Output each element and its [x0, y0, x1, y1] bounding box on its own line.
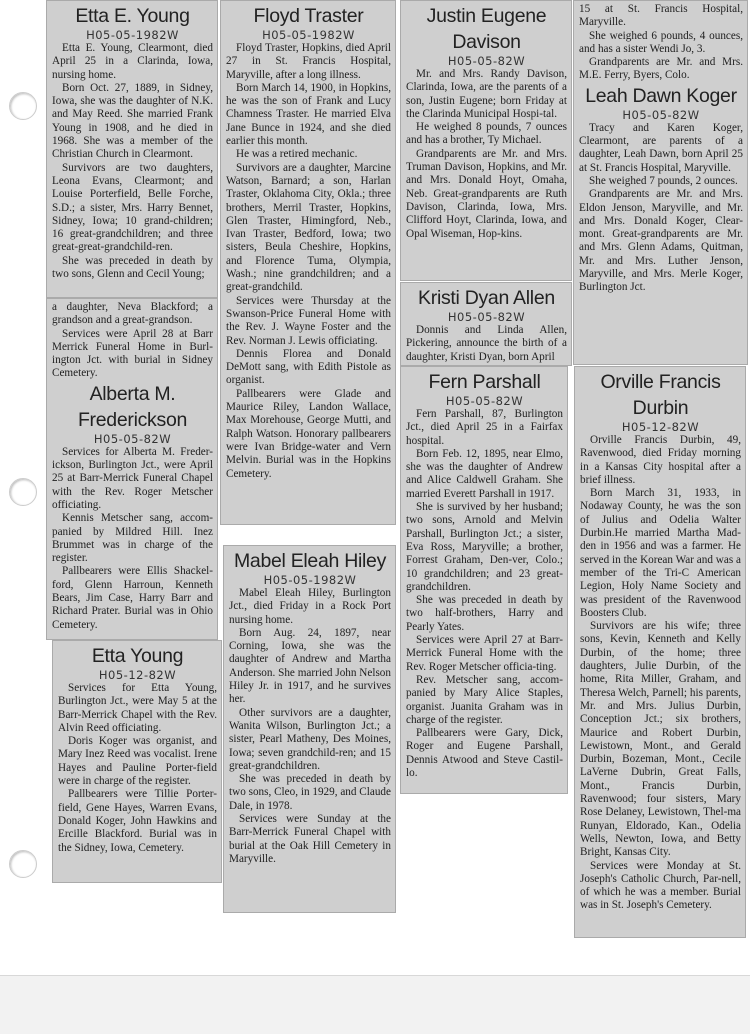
obituary-etta-young: [52, 640, 222, 883]
handwritten-date-note: H05-05-1982W: [86, 28, 179, 42]
paragraph: Etta E. Young, Clearmont, died April 25 in a Clarinda, Iowa, nursing home.: [52, 42, 213, 81]
scanner-bed-edge: [0, 975, 750, 1034]
obituary-alberta-m-frederickson: [46, 298, 218, 640]
paragraph: She weighed 6 pounds, 4 ounces, and has a sister Wendi Jo, 3.: [579, 29, 743, 55]
handwritten-date-note: H05-05-82W: [447, 310, 526, 324]
obituary-etta-e-young: [46, 0, 218, 298]
paragraph: Other survivors are a daughter, Wanita Wilson, Burlington Jct.; a sister, Pearl Matheny, Des Moines, Iowa; seven grandchild-ren; and 15 great-grandchildren.: [229, 706, 391, 772]
birth-justin-eugene-davison: [400, 0, 572, 281]
obituary-floyd-traster: [220, 0, 396, 525]
paragraph: Born Aug. 24, 1897, near Corning, Iowa, she was the daughter of Andrew and Martha Anderson. She married John Nelson Hiley Jr. in 1917, and he survives her.: [229, 626, 391, 706]
paragraph: Rev. Metscher sang, accom-panied by Mary Alice Staples, organist. Juanita Graham was in charge of the register.: [406, 673, 563, 726]
paragraph: Grandparents are Mr. and Mrs. M.E. Ferry, Byers, Colo.: [579, 56, 743, 82]
paragraph: Orville Francis Durbin, 49, Ravenwood, died Friday morning in a Kansas City hospital after a brief illness.: [580, 434, 741, 486]
headline: Kristi Dyan Allen: [418, 287, 555, 309]
headline: Alberta M. Frederickson: [77, 382, 188, 431]
paragraph: Services were Thursday at the Swanson-Price Funeral Home with the Rev. J. Wayne Foster and the Rev. Norman J. Lewis officiating.: [226, 294, 391, 347]
paragraph: Born March 31, 1933, in Nodaway County, he was the son of Julius and Odelia Walter Durbin.He married Martha Mad-den in 1956 and was a farmer. He served in the Korean War and was a member of the Tri-C American Legion, Holy Name Society and was president of the Ravenwood Boosters Club.: [580, 487, 741, 619]
headline: Floyd Traster: [253, 5, 364, 27]
headline: Orville Francis Durbin: [600, 371, 721, 419]
handwritten-date-note: H05-05-82W: [93, 431, 172, 446]
paragraph: Floyd Traster, Hopkins, died April 27 in St. Francis Hospital, Maryville, after a long illness.: [226, 42, 391, 81]
obituary-orville-francis-durbin: [574, 366, 746, 938]
paragraph: Donnis and Linda Allen, Pickering, announce the birth of a daughter, Kristi Dyan, born April: [406, 324, 567, 363]
paragraph: Services for Alberta M. Freder-ickson, Burlington Jct., were April 25 at Barr-Merrick Funeral Chapel with the Rev. Roger Metscher officiating.: [52, 445, 213, 511]
headline: Etta Young: [91, 645, 184, 667]
headline: Fern Parshall: [428, 371, 541, 393]
handwritten-date-note: H05-05-82W: [622, 107, 700, 122]
punch-hole: [9, 850, 37, 878]
paragraph: Services for Etta Young, Burlington Jct., were May 5 at the Barr-Merrick Chapel with the Rev. Alvin Reed officiating.: [58, 682, 217, 734]
paragraph: She weighed 7 pounds, 2 ounces.: [589, 174, 738, 187]
paragraph: Born Oct. 27, 1889, in Sidney, Iowa, she was the daughter of N.K. and May Reed. She married Frank Young in 1908, and he died in 1968. She was a member of the Christian Church in Clearmont.: [52, 81, 213, 161]
paragraph: She was preceded in death by two sons, Cleo, in 1929, and Claude Dale, in 1978.: [229, 773, 391, 812]
headline: Justin Eugene Davison: [426, 5, 547, 53]
paragraph: Dennis Florea and Donald DeMott sang, with Edith Pistole as organist.: [226, 347, 391, 387]
paragraph: Services were Monday at St. Joseph's Catholic Church, Par-nell, of which he was a member. Burial was in St. Joseph's Cemetery.: [580, 859, 741, 912]
handwritten-date-note: H05-12-82W: [98, 668, 177, 682]
paragraph: Born March 14, 1900, in Hopkins, he was the son of Frank and Lucy Chamness Traster. He married Elva Jane Bunce in 1924, and she died earlier this month.: [226, 81, 391, 148]
paragraph: Mr. and Mrs. Randy Davison, Clarinda, Iowa, are the parents of a son, Justin Eugene; born Friday at the Clarinda Municipal Hospi-tal.: [406, 68, 567, 120]
punch-hole: [9, 478, 37, 506]
paragraph: Grandparents are Mr. and Mrs. Eldon Jenson, Maryville, and Mr. and Mrs. Donald Koger, Clear-mont. Great-grandparents are Mr. and Mrs. Glenn Adams, Quitman, Mr. and Mrs. Luther Jenson, Maryville, and Mrs. Merle Koger, Burlington Jct.: [579, 188, 743, 294]
paragraph: Survivors are a daughter, Marcine Watson, Barnard; a son, Harlan Traster, Oklahoma City, Okla.; three brothers, Merril Traster, Hopkins, Glen Traster, Himingford, Neb., Ivan Traster, Bedford, Iowa; two sisters, Beula Cheshire, Hopkins, and Florence Tuma, Olympia, Wash.; nine grandchildren; and a great-grandchild.: [226, 161, 391, 294]
paragraph: Pallbearers were Glade and Maurice Riley, Landon Wallace, Max Morehouse, George Mutti, and Ralph Watson. Honorary pallbearers were Ivan Bridge-water and Vern Melvin. Burial was in the Hopkins Cemetery.: [226, 387, 391, 480]
paragraph: Services were Sunday at the Barr-Merrick Funeral Chapel with burial at the Oak Hill Cemetery in Maryville.: [229, 813, 391, 865]
paragraph: He weighed 8 pounds, 7 ounces and has a brother, Ty Michael.: [406, 121, 567, 147]
paragraph: Services were April 27 at Barr-Merrick Funeral Home with the Rev. Roger Metscher officia-ting.: [406, 634, 563, 673]
paragraph: Tracy and Karen Koger, Clearmont, are parents of a daughter, Leah Dawn, born April 25 at St. Francis Hospital, Maryville.: [579, 121, 743, 174]
paragraph: 15 at St. Francis Hospital, Maryville.: [579, 3, 743, 29]
paragraph: She is survived by her husband; two sons, Arnold and Melvin Parshall, Burlington Jct.; a sister, Eva Ross, Maryville; a brother, Forrest Graham, Den-ver, Colo.; 10 grandchildren; and 23 great-grandchildren.: [406, 501, 563, 593]
paragraph: Mabel Eleah Hiley, Burlington Jct., died Friday in a Rock Port nursing home.: [229, 587, 391, 626]
paragraph: Fern Parshall, 87, Burlington Jct., died April 25 in a Fairfax hospital.: [406, 408, 563, 447]
punch-hole: [9, 92, 37, 120]
paragraph: She was preceded in death by two sons, Glenn and Cecil Young;: [52, 254, 213, 281]
paragraph: Born Feb. 12, 1895, near Elmo, she was the daughter of Andrew and Alice Caldwell Graham. She married Everett Parshall in 1917.: [406, 447, 563, 500]
obituary-fern-parshall: [400, 366, 568, 794]
paragraph: Doris Koger was organist, and Mary Inez Reed was vocalist. Irene Hayes and Pauline Porter-field were in charge of the register.: [58, 735, 217, 788]
paragraph: Pallbearers were Ellis Shackel-ford, Glenn Harroun, Kenneth Bears, Jim Case, Harry Barr and Richard Prater. Burial was in Ohio Cemetery.: [52, 565, 213, 631]
handwritten-date-note: H05-05-1982W: [262, 28, 355, 42]
obituary-mabel-eleah-hiley: [223, 545, 396, 913]
paragraph: Grandparents are Mr. and Mrs. Truman Davison, Hopkins, and Mr. and Mrs. Donald Hoyt, Omaha, Neb. Great-grandparents are Ruth Davison, Clarinda, Iowa, Mrs. Clifford Hoyt, Clarinda, Iowa, and Opal Wiseman, Hop-kins.: [406, 147, 567, 240]
paragraph: She was preceded in death by two half-brothers, Harry and Pearly Yates.: [406, 594, 563, 633]
headline: Etta E. Young: [75, 5, 190, 27]
birth-leah-dawn-koger: [573, 0, 748, 365]
paragraph: Survivors are his wife; three sons, Kevin, Kenneth and Kelly Durbin, of the home; three daughters, Julie Durbin, of the home, Rita Miller, Graham, and Theresa Welch, Parnell; his parents, Mr. and Mrs. Julius Durbin, Conception Jct.; six brothers, Maurice and Robert Durbin, Lewistown, Mont., and Gerald Durbin, Bozeman, Mont., Cecile LaVerne Dubrin, Great Falls, Mont., Francis Durbin, Ravenwood; four sisters, Mary Rose Delaney, Lewistown, Thel-ma Runyan, Eldorado, Kan., Odelia Wells, Newton, Iowa, and Betty Bright, Kansas City.: [580, 620, 741, 859]
birth-kristi-dyan-allen: [400, 282, 572, 366]
handwritten-date-note: H05-12-82W: [621, 420, 700, 434]
paragraph: Kennis Metscher sang, accom-panied by Mildred Hill. Inez Brummet was in charge of the register.: [52, 512, 213, 565]
headline: Mabel Eleah Hiley: [233, 550, 387, 572]
paragraph: Survivors are two daughters, Leona Evans, Clearmont; and Louise Porterfield, Belle Forche, S.D.; a sister, Mrs. Harry Bennet, Sidney, Iowa; 10 grand-children; 16 great-grandchildren; and three great-great-grandchild-ren.: [52, 161, 213, 254]
handwritten-date-note: H05-05-82W: [445, 394, 524, 408]
paragraph: Pallbearers were Tillie Porter-field, Gene Hayes, Warren Evans, Donald Koger, John Hawkins and Ercille Blackford. Burial was in the Sidney, Iowa, Cemetery.: [58, 788, 217, 854]
paragraph: Services were April 28 at Barr Merrick Funeral Home in Burl-ington Jct. with burial in Sidney Cemetery.: [52, 327, 213, 380]
paragraph: Pallbearers were Gary, Dick, Roger and Eugene Parshall, Dennis Atwood and Steve Castil-lo.: [406, 727, 563, 780]
paragraph: He was a retired mechanic.: [236, 148, 358, 161]
handwritten-date-note: H05-05-82W: [447, 54, 526, 68]
handwritten-date-note: H05-05-1982W: [263, 573, 357, 587]
headline: Leah Dawn Koger: [585, 84, 737, 107]
paragraph: a daughter, Neva Blackford; a grandson and a great-grandson.: [52, 301, 213, 327]
